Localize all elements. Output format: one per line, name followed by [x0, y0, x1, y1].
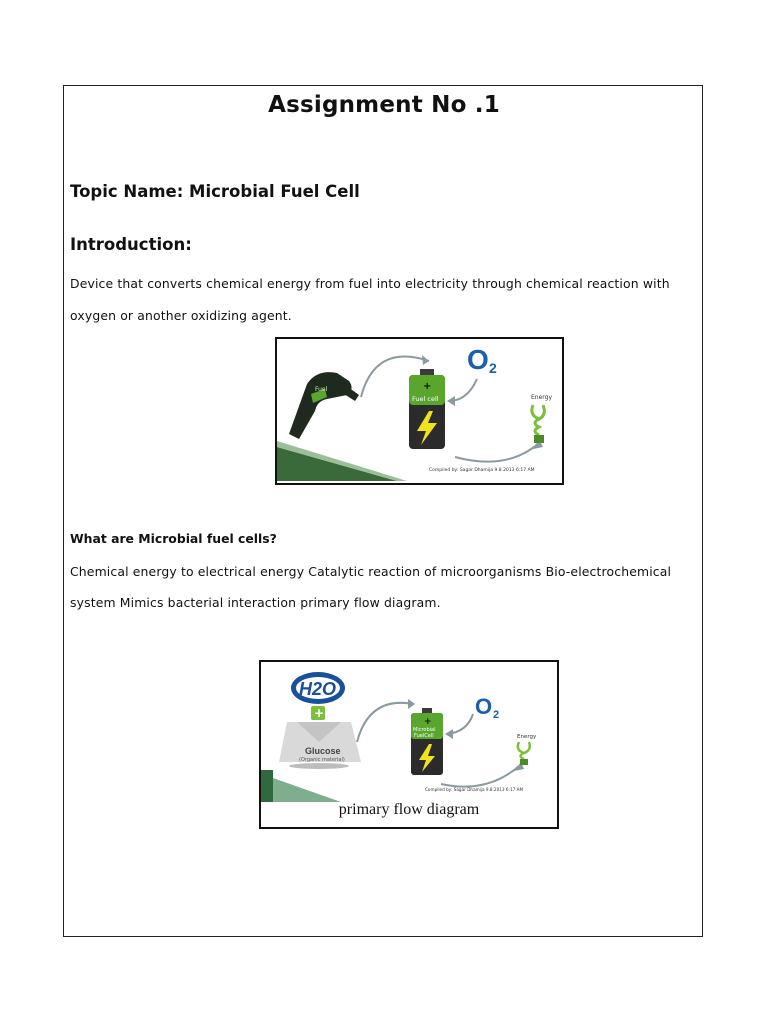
answer-text-line-1: Chemical energy to electrical energy Catalytic reaction of microorganisms Bio-electrochemical [70, 564, 672, 579]
oxygen-symbol [467, 344, 497, 376]
svg-text:Fuel: Fuel [315, 386, 328, 393]
svg-text:Fuel cell: Fuel cell [412, 395, 439, 403]
svg-text:Energy: Energy [531, 394, 553, 401]
svg-text:+: + [423, 381, 432, 392]
introduction-heading: Introduction: [70, 235, 192, 254]
figure-caption: primary flow diagram [338, 801, 480, 818]
water-h2o-icon [291, 672, 345, 704]
svg-text:O: O [467, 344, 489, 375]
svg-text:H2O: H2O [299, 679, 337, 699]
svg-text:(Organic material): (Organic material) [299, 757, 345, 763]
figure2-credit: Compiled by: Sagar Dhamija 9.8.2013 6:17 AM [425, 787, 524, 792]
svg-text:Microbial: Microbial [413, 727, 436, 733]
fuel-cell-figure [275, 337, 564, 485]
fuel-nozzle-icon [289, 372, 359, 439]
intro-text-line-1: Device that converts chemical energy from fuel into electricity through chemical reaction with [70, 276, 670, 291]
svg-text:+: + [314, 706, 325, 720]
svg-text:2: 2 [493, 709, 500, 721]
microbial-fuel-cell-battery-icon [411, 708, 443, 775]
svg-text:O: O [475, 694, 493, 719]
page-title: Assignment No .1 [268, 92, 500, 118]
svg-text:Glucose: Glucose [305, 746, 341, 756]
svg-text:2: 2 [489, 360, 497, 376]
arrow-cell-to-energy [455, 443, 539, 462]
arrow-input-to-cell [357, 703, 413, 742]
answer-text-line-2: system Mimics bacterial interaction primary flow diagram. [70, 595, 441, 610]
svg-text:Energy: Energy [517, 734, 537, 740]
energy-bulb-icon [517, 734, 537, 765]
primary-flow-diagram-figure [259, 660, 559, 829]
svg-text:+: + [424, 717, 432, 727]
arrow-cell-to-energy [441, 766, 519, 787]
svg-text:FuelCell: FuelCell [414, 733, 434, 739]
floor-stripe [261, 770, 273, 802]
topic-heading: Topic Name: Microbial Fuel Cell [70, 182, 360, 201]
oxygen-symbol [475, 694, 499, 721]
intro-text-line-2: oxygen or another oxidizing agent. [70, 308, 292, 323]
energy-bulb-icon [531, 394, 552, 443]
glucose-pile-icon [279, 722, 361, 769]
question-heading: What are Microbial fuel cells? [70, 531, 277, 546]
fuel-cell-battery-icon [409, 369, 445, 449]
figure1-credit: Compiled by: Sagar Dhamija 9.8.2013 6:17 AM [429, 468, 535, 473]
